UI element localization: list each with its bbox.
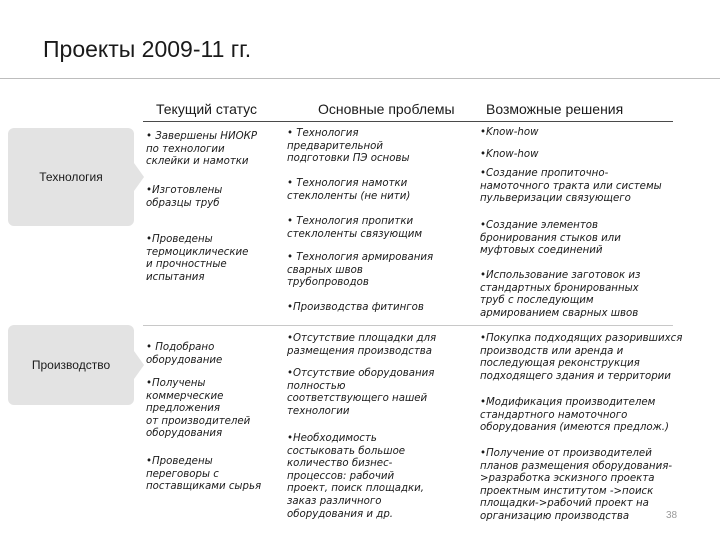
- text-line: технологии: [287, 405, 350, 417]
- row-arrow-production: [134, 351, 144, 379]
- tech-status-3: [146, 234, 248, 284]
- text-line: стандартного намоточного: [480, 409, 628, 421]
- text-line: подходящего здания и территории: [480, 370, 671, 382]
- text-line: поставщиками сырья: [146, 481, 262, 493]
- text-line: •Проведены: [146, 234, 213, 245]
- text-line: стеклоленты связующим: [287, 228, 423, 240]
- text-line: предложения: [146, 403, 221, 415]
- text-line: армированием сварных швов: [480, 307, 639, 319]
- text-line: проект, поиск площадки,: [287, 483, 424, 495]
- text-line: количество бизнес-: [287, 458, 393, 470]
- slide-title: Проекты 2009-11 гг.: [43, 36, 252, 62]
- prod-status-1: [146, 342, 222, 367]
- text-line: испытания: [146, 271, 205, 283]
- text-line: • Технология пропитки: [287, 216, 414, 227]
- text-line: и прочностные: [146, 259, 227, 271]
- text-line: •Know-how: [480, 127, 539, 138]
- text-line: •Использование заготовок из: [480, 270, 641, 281]
- text-line: •Создание пропиточно-: [480, 168, 609, 179]
- tech-problem-4: [287, 252, 433, 290]
- header-current-status: Текущий статус: [156, 101, 258, 117]
- text-line: термоциклические: [146, 246, 249, 258]
- text-line: сварных швов: [287, 264, 363, 276]
- row-label-production-text: Производство: [31, 358, 111, 372]
- text-line: оборудование: [146, 354, 223, 366]
- header-divider: [143, 121, 673, 122]
- row-label-technology-text: Технология: [39, 170, 103, 184]
- text-line: •Отсутствие площадки для: [287, 333, 437, 344]
- prod-problem-1: [287, 333, 436, 358]
- text-line: стандартных бронированных: [480, 282, 639, 294]
- text-line: соответствующего нашей: [287, 393, 428, 405]
- text-line: производств или аренда и: [480, 345, 624, 357]
- tech-solution-4: [480, 220, 621, 258]
- text-line: оборудования и др.: [287, 508, 394, 520]
- text-line: коммерческие: [146, 390, 224, 402]
- tech-problem-2: [287, 178, 410, 203]
- prod-problem-3: [287, 433, 424, 521]
- text-line: •Покупка подходящих разорившихся: [480, 333, 683, 344]
- tech-solution-3: [480, 168, 662, 206]
- text-line: • Подобрано: [146, 342, 215, 353]
- text-line: размещения производства: [287, 345, 433, 357]
- prod-solution-3: [480, 448, 672, 524]
- text-line: муфтовых соединений: [480, 245, 603, 257]
- prod-problem-2: [287, 368, 434, 418]
- text-line: проектным институтом ->поиск: [480, 485, 654, 497]
- prod-solution-1: [480, 333, 682, 383]
- prod-status-2: [146, 378, 250, 441]
- text-line: процессов: рабочий: [287, 470, 395, 482]
- text-line: полностью: [287, 380, 346, 392]
- tech-status-1: [146, 131, 257, 169]
- prod-status-3: [146, 456, 261, 494]
- page-number: 38: [666, 510, 678, 521]
- tech-status-2: [146, 185, 222, 210]
- tech-problem-3: [287, 216, 422, 241]
- text-line: • Технология намотки: [287, 178, 408, 189]
- tech-solution-2: [480, 149, 538, 162]
- text-line: •Изготовлены: [146, 185, 223, 196]
- text-line: от производителей: [146, 415, 251, 427]
- text-line: • Технология армирования: [287, 252, 434, 263]
- text-line: трубопроводов: [287, 277, 369, 289]
- text-line: стеклоленты (не нити): [287, 190, 411, 202]
- text-line: последующая реконструкция: [480, 358, 640, 370]
- text-line: •Создание элементов: [480, 220, 599, 231]
- text-line: состыковать большое: [287, 445, 406, 457]
- row-label-technology: [8, 128, 134, 226]
- text-line: •Необходимость: [287, 433, 377, 444]
- text-line: •Проведены: [146, 456, 213, 467]
- text-line: оборудования (имеются предлож.): [480, 422, 670, 434]
- text-line: •Получены: [146, 378, 206, 389]
- tech-problem-1: [287, 128, 410, 166]
- text-line: •Модификация производителем: [480, 397, 656, 408]
- title-divider: [0, 78, 720, 79]
- text-line: организацию производства: [480, 510, 630, 522]
- text-line: •Производства фитингов: [287, 302, 424, 313]
- text-line: •Know-how: [480, 149, 539, 160]
- text-line: труб с последующим: [480, 295, 594, 307]
- text-line: заказ различного: [287, 495, 382, 507]
- tech-problem-5: [287, 302, 424, 315]
- header-main-problems: Основные проблемы: [318, 101, 455, 117]
- text-line: • Завершены НИОКР: [146, 131, 257, 142]
- text-line: образцы труб: [146, 197, 220, 209]
- text-line: • Технология: [287, 128, 359, 139]
- row-arrow-technology: [134, 163, 144, 191]
- text-line: •Получение от производителей: [480, 448, 652, 459]
- text-line: планов размещения оборудования-: [480, 460, 672, 472]
- text-line: подготовки ПЭ основы: [287, 153, 410, 165]
- text-line: склейки и намотки: [146, 156, 249, 168]
- tech-solution-1: [480, 127, 538, 140]
- text-line: намоточного тракта или системы: [480, 180, 662, 192]
- text-line: оборудования: [146, 428, 223, 440]
- text-line: пульверизации связующего: [480, 193, 631, 205]
- header-possible-solutions: Возможные решения: [486, 101, 624, 117]
- text-line: бронирования стыков или: [480, 232, 621, 244]
- text-line: переговоры с: [146, 468, 219, 480]
- text-line: площадки->рабочий проект на: [480, 498, 649, 510]
- tech-solution-5: [480, 270, 640, 320]
- text-line: >разработка эскизного проекта: [480, 473, 655, 485]
- text-line: •Отсутствие оборудования: [287, 368, 435, 379]
- row-separator: [143, 325, 673, 326]
- prod-solution-2: [480, 397, 669, 435]
- text-line: по технологии: [146, 143, 225, 155]
- text-line: предварительной: [287, 140, 384, 152]
- row-label-production: [8, 325, 134, 405]
